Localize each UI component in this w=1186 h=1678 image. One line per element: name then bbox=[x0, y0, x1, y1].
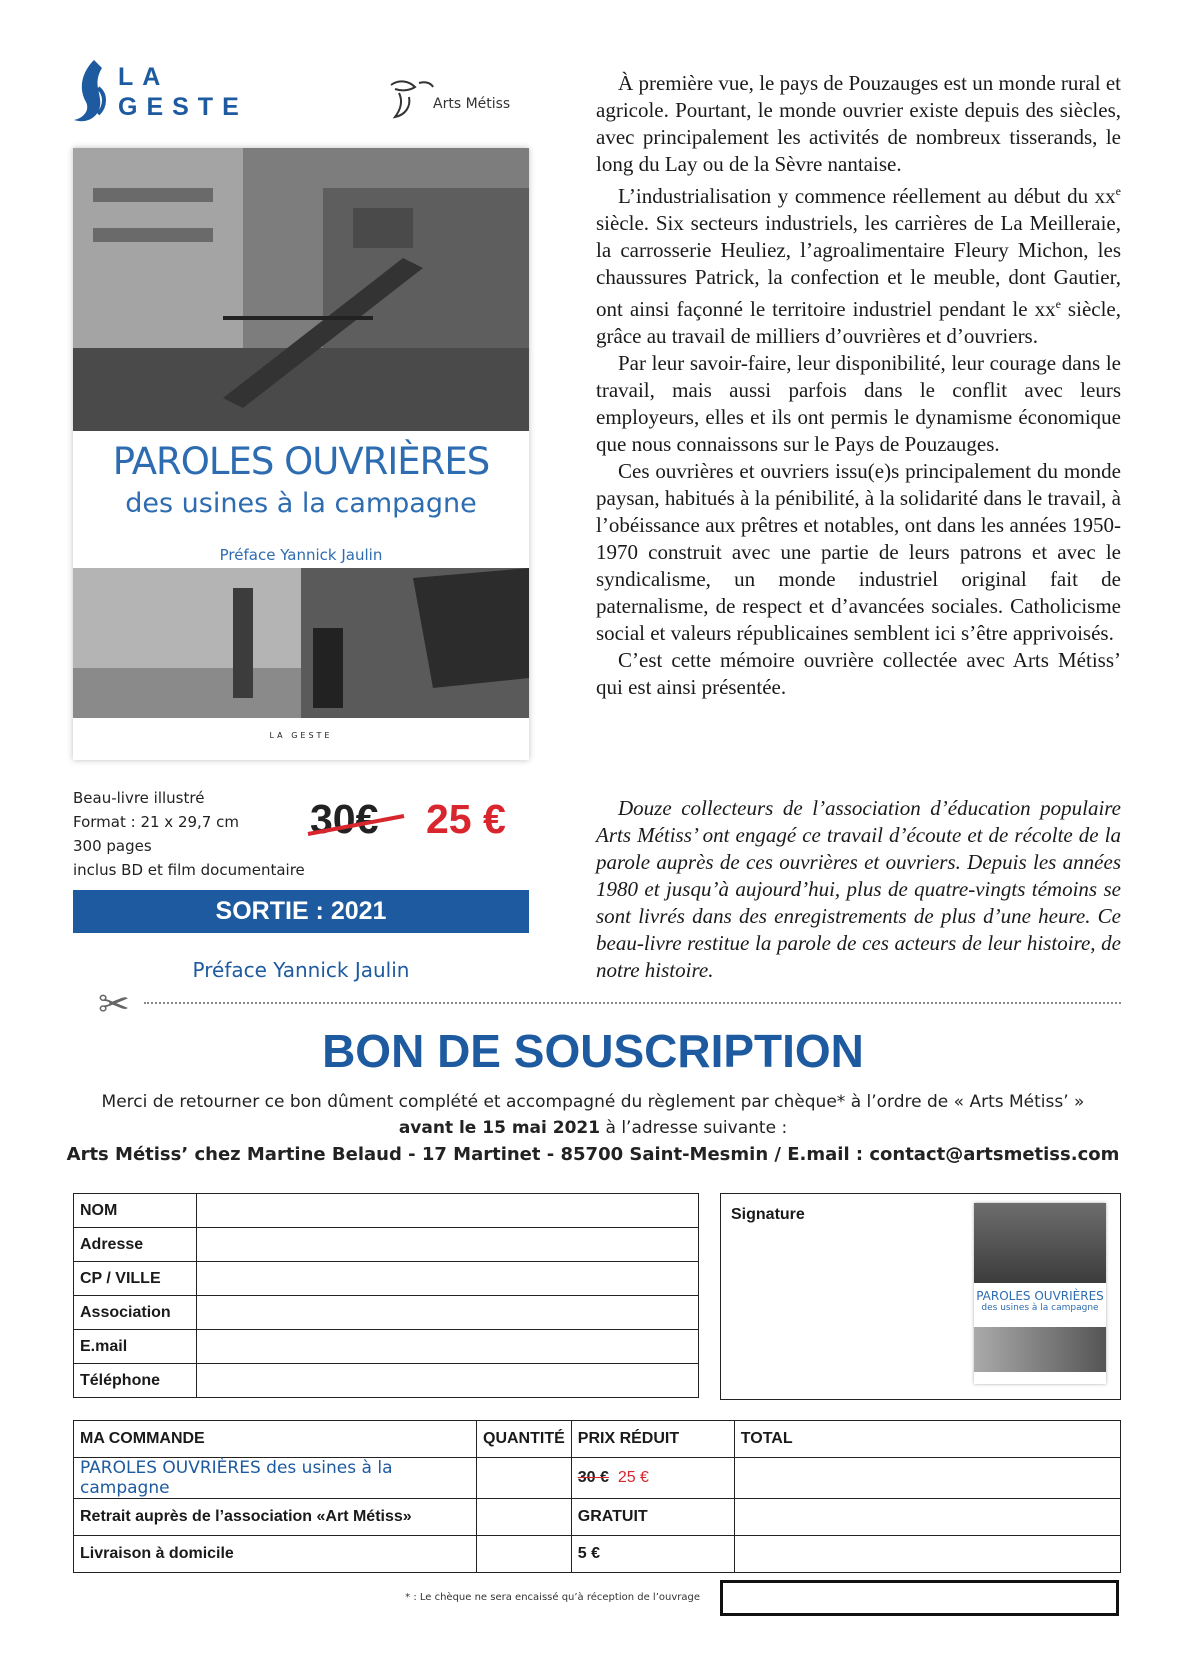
telephone-field[interactable] bbox=[197, 1364, 699, 1398]
cp-ville-field[interactable] bbox=[197, 1262, 699, 1296]
italic-paragraph: Douze collecteurs de l’association d’éducation populaire Arts Métiss’ ont engagé ce travail d’écoute et de récolte de la parole auprès de ces ouvrières et ouvriers. Depuis les années 1980 et jusqu’à aujourd’hui, plus de quatre-vingts témoins se sont livrés dans des enregistrements de plus d’une heure. Ce beau-livre restitue la parole de ces acteurs de leur histoire, de notre histoire. bbox=[596, 796, 1121, 982]
field-label: NOM bbox=[74, 1194, 197, 1228]
la-geste-line2: GESTE bbox=[118, 93, 248, 121]
order-header: TOTAL bbox=[734, 1421, 1120, 1458]
retrait-label: Retrait auprès de l’association «Art Métiss» bbox=[74, 1499, 477, 1536]
paragraph: Ces ouvrières et ouvriers issu(e)s principalement du monde paysan, habitués à la pénibilité, à la solidarité dans le travail, à l’obéissance aux prêtres et notables, ont dans les années 1950-1970 construit avec une partie de leurs patrons et avec le syndicalisme, un monde industriel original fait de paternalisme, de respect et d’avancées sociales. Catholicisme social et valeurs républicaines semblent ici s’être apprivoisés. bbox=[596, 459, 1121, 645]
item-new-price: 25 € bbox=[617, 1469, 649, 1486]
cover-title: PAROLES OUVRIÈRES bbox=[112, 440, 490, 483]
nom-field[interactable] bbox=[197, 1194, 699, 1228]
field-label: Téléphone bbox=[74, 1364, 197, 1398]
mini-workers-photo bbox=[974, 1327, 1106, 1372]
field-label: Association bbox=[74, 1296, 197, 1330]
address-line: Arts Métiss’ chez Martine Belaud - 17 Martinet - 85700 Saint-Mesmin / E.mail : contact@artsmetiss.com bbox=[66, 1144, 1120, 1165]
order-header: PRIX RÉDUIT bbox=[571, 1421, 734, 1458]
price-strike bbox=[306, 812, 406, 836]
cover-subtitle: des usines à la campagne bbox=[125, 488, 477, 519]
total-cell[interactable] bbox=[734, 1536, 1120, 1573]
deadline-line: avant le 15 mai 2021 à l’adresse suivante : bbox=[398, 1118, 788, 1138]
cover-preface: Préface Yannick Jaulin bbox=[219, 546, 383, 564]
preface-credit: Préface Yannick Jaulin bbox=[192, 958, 410, 982]
grand-total-box[interactable] bbox=[720, 1580, 1119, 1616]
mini-cover-subtitle: des usines à la campagne bbox=[981, 1303, 1099, 1313]
release-banner: SORTIE : 2021 bbox=[73, 890, 529, 933]
description-text bbox=[596, 70, 1121, 701]
quantity-cell[interactable] bbox=[477, 1536, 572, 1573]
livraison-label: Livraison à domicile bbox=[74, 1536, 477, 1573]
book-cover bbox=[73, 148, 529, 760]
scissors-icon: ✂ bbox=[98, 982, 130, 1026]
quantity-cell[interactable] bbox=[477, 1499, 572, 1536]
total-cell[interactable] bbox=[734, 1458, 1120, 1499]
paragraph: À première vue, le pays de Pouzauges est un monde rural et agricole. Pourtant, le monde ouvrier existe depuis des siècles, avec principalement les activités de nombreux tisserands, le long du Lay ou de la Sèvre nantaise. bbox=[596, 71, 1121, 176]
mini-cover-title: PAROLES OUVRIÈRES bbox=[976, 1289, 1104, 1303]
mini-book-cover bbox=[974, 1203, 1106, 1384]
paragraph: C’est cette mémoire ouvrière collectée avec Arts Métiss’ qui est ainsi présentée. bbox=[596, 648, 1121, 699]
book-info-line: Beau-livre illustré bbox=[73, 789, 205, 807]
la-geste-line1: LA bbox=[118, 63, 170, 91]
field-label: CP / VILLE bbox=[74, 1262, 197, 1296]
field-label: Adresse bbox=[74, 1228, 197, 1262]
signature-label: Signature bbox=[731, 1206, 805, 1223]
new-price: 25 € bbox=[426, 796, 506, 842]
book-info-line: inclus BD et film documentaire bbox=[73, 861, 305, 879]
instructions-line: Merci de retourner ce bon dûment complété et accompagné du règlement par chèque* à l’ordre de « Arts Métiss’ » bbox=[101, 1092, 1085, 1112]
retrait-price: GRATUIT bbox=[571, 1499, 734, 1536]
subscription-title: BON DE SOUSCRIPTION bbox=[322, 1025, 864, 1077]
la-geste-wordmark bbox=[118, 62, 248, 122]
field-label: E.mail bbox=[74, 1330, 197, 1364]
order-header: MA COMMANDE bbox=[74, 1421, 477, 1458]
quantity-cell[interactable] bbox=[477, 1458, 572, 1499]
book-info-line: 300 pages bbox=[73, 837, 152, 855]
factory-photo bbox=[73, 148, 529, 431]
book-info-line: Format : 21 x 29,7 cm bbox=[73, 813, 239, 831]
item-old-price: 30 € bbox=[577, 1469, 609, 1486]
cover-publisher: LA GESTE bbox=[269, 731, 333, 740]
total-cell[interactable] bbox=[734, 1499, 1120, 1536]
item-price-cell bbox=[571, 1458, 734, 1499]
order-table bbox=[73, 1420, 1121, 1573]
cut-line bbox=[144, 1002, 1121, 1004]
email-field[interactable] bbox=[197, 1330, 699, 1364]
arts-metiss-wordmark: Arts Métiss bbox=[433, 96, 511, 112]
contact-form bbox=[73, 1193, 699, 1398]
paragraph: L’industrialisation y commence réellement au début du $xx^e$ siècle. Six secteurs industriels, les carrières de La Meilleraie, la carrosserie Heuliez, l’agroalimentaire Fleury Michon, les chaussures Patrick, la confection et le meuble, dont Gautier, ont ainsi façonné le territoire industriel pendant le $xx^e$ siècle, grâce au travail de milliers d’ouvrières et d’ouvriers. bbox=[596, 184, 1121, 348]
adresse-field[interactable] bbox=[197, 1228, 699, 1262]
paragraph: Par leur savoir-faire, leur disponibilité, leur courage dans le travail, mais aussi parfois dans le conflit avec leurs employeurs, elles et ils ont permis le dynamisme économique que nous connaissons sur le Pays de Pouzauges. bbox=[596, 351, 1121, 456]
old-price: 30€ bbox=[310, 796, 379, 842]
workers-photo bbox=[73, 568, 529, 718]
book-info bbox=[73, 786, 305, 882]
mini-factory-photo bbox=[974, 1203, 1106, 1283]
footnote: * : Le chèque ne sera encaissé qu’à réception de l’ouvrage bbox=[405, 1592, 700, 1603]
order-item-label: PAROLES OUVRIÈRES des usines à la campagne bbox=[74, 1458, 477, 1499]
association-field[interactable] bbox=[197, 1296, 699, 1330]
livraison-price: 5 € bbox=[571, 1536, 734, 1573]
order-header: QUANTITÉ bbox=[477, 1421, 572, 1458]
